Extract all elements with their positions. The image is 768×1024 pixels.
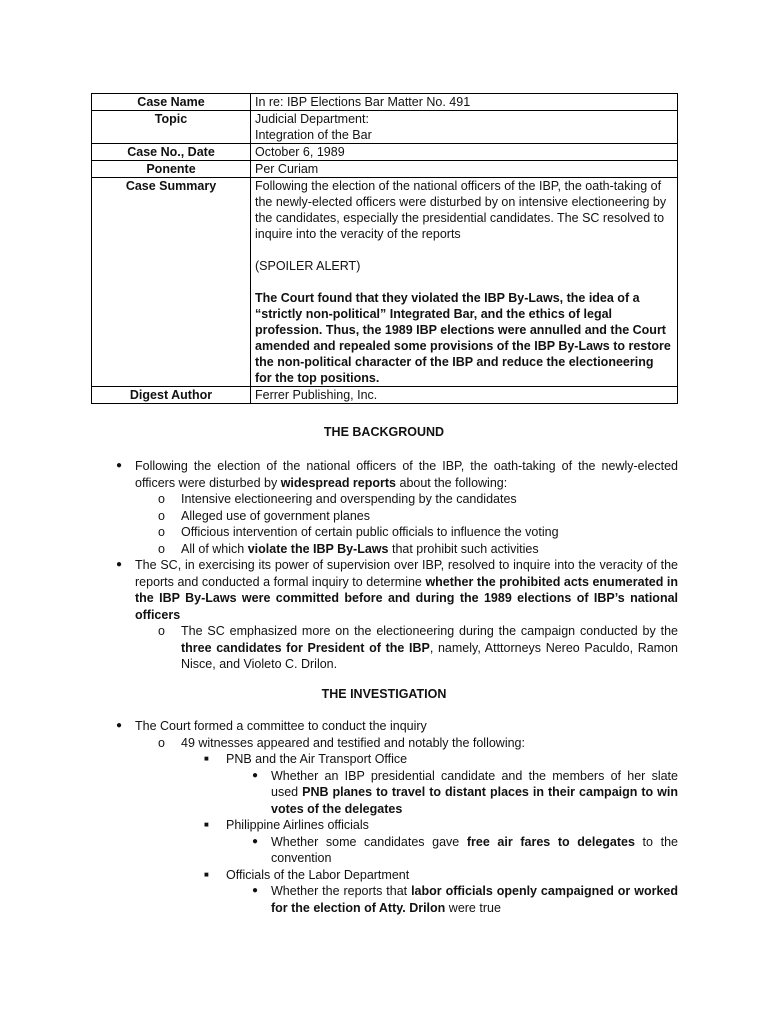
summary-paragraph: Following the election of the national officers of the IBP, the oath-taking of the newly-elected officers were disturbed by on intensive electioneering by the candidates, especially the presidential candidates. The SC resolved to inquire into the veracity of the reports <box>255 179 667 241</box>
list-item: o The SC emphasized more on the electioneering during the campaign conducted by the three candidates for President of the IBP, namely, Atttorneys Nereo Paculdo, Ramon Nisce, and Violeto C. Drilon. <box>158 624 679 671</box>
ponente-label: Ponente <box>92 161 251 178</box>
square-bullet-icon: ■ <box>204 869 209 879</box>
case-no-value: October 6, 1989 <box>251 144 678 161</box>
summary-ruling: The Court found that they violated the IBP By-Laws, the idea of a “strictly non-political” Integrated Bar, and the ethics of legal profession. Thus, the 1989 IBP elections were annulled and the Court amended and repealed some provisions of the IBP By-Laws to restore the non-political character of the IBP and reduce the electioneering for the top positions. <box>255 291 671 385</box>
case-name-value: In re: IBP Elections Bar Matter No. 491 <box>251 94 678 111</box>
table-row <box>92 161 678 178</box>
investigation-list <box>0 718 768 916</box>
circle-bullet-icon: o <box>158 508 165 523</box>
list-item: o 49 witnesses appeared and testified and notably the following: <box>158 735 525 750</box>
case-no-label: Case No., Date <box>92 144 251 161</box>
bullet-icon: ● <box>252 885 259 896</box>
investigation-heading: THE INVESTIGATION <box>321 687 447 701</box>
square-bullet-icon: ■ <box>204 820 209 829</box>
list-item: o Intensive electioneering and overspending by the candidates <box>158 492 517 506</box>
case-digest-table <box>91 93 678 404</box>
topic-line: Judicial Department: <box>255 112 369 126</box>
list-item: ● Whether the reports that labor officials openly campaigned or worked for the election of Atty. Drilon were true <box>252 884 678 915</box>
circle-bullet-icon: o <box>158 492 165 506</box>
circle-bullet-icon: o <box>158 735 165 750</box>
list-item: ● Following the election of the national officers of the IBP, the oath-taking of the newly-elected officers were disturbed by widespread reports about the following: <box>116 459 678 490</box>
topic-value <box>251 111 678 144</box>
list-item: ■ Philippine Airlines officials <box>204 818 369 832</box>
list-item: ● Whether an IBP presidential candidate and the members of her slate used PNB planes to travel to distant places in their campaign to win votes of the delegates <box>252 768 678 816</box>
bullet-icon: ● <box>252 835 259 847</box>
bullet-icon: ● <box>116 559 123 570</box>
circle-bullet-icon: o <box>158 541 165 556</box>
table-row <box>92 94 678 111</box>
table-row <box>92 387 678 404</box>
topic-label: Topic <box>92 111 251 144</box>
bullet-icon: ● <box>252 769 259 781</box>
list-item: ■ PNB and the Air Transport Office <box>204 752 408 766</box>
list-item: ● Whether some candidates gave free air fares to delegates to the convention <box>252 834 678 865</box>
bullet-icon: ● <box>116 720 123 731</box>
spoiler-alert: (SPOILER ALERT) <box>255 259 361 273</box>
bullet-icon: ● <box>116 460 123 471</box>
circle-bullet-icon: o <box>158 624 165 638</box>
list-item: ● The SC, in exercising its power of supervision over IBP, resolved to inquire into the veracity of the reports and conducted a formal inquiry to determine whether the prohibited acts enumerated in the IBP By-Laws were committed before and during the 1989 elections of IBP’s national officers <box>116 558 678 622</box>
list-item: ■ Officials of the Labor Department <box>204 867 410 882</box>
list-item: o Officious intervention of certain public officials to influence the voting <box>158 525 559 539</box>
background-list <box>0 458 768 673</box>
table-row <box>92 144 678 161</box>
topic-line: Integration of the Bar <box>255 128 372 142</box>
list-item: ● The Court formed a committee to conduct the inquiry <box>116 719 427 733</box>
list-item: o Alleged use of government planes <box>158 508 371 523</box>
table-row <box>92 111 678 144</box>
case-summary-label: Case Summary <box>92 178 251 387</box>
square-bullet-icon: ■ <box>204 754 209 763</box>
case-name-label: Case Name <box>92 94 251 111</box>
case-summary-value <box>251 178 678 387</box>
digest-author-value: Ferrer Publishing, Inc. <box>251 387 678 404</box>
digest-author-label: Digest Author <box>92 387 251 404</box>
table-row <box>92 178 678 387</box>
list-item: o All of which violate the IBP By-Laws that prohibit such activities <box>158 541 539 556</box>
background-heading: THE BACKGROUND <box>323 425 445 439</box>
circle-bullet-icon: o <box>158 525 165 539</box>
ponente-value: Per Curiam <box>251 161 678 178</box>
